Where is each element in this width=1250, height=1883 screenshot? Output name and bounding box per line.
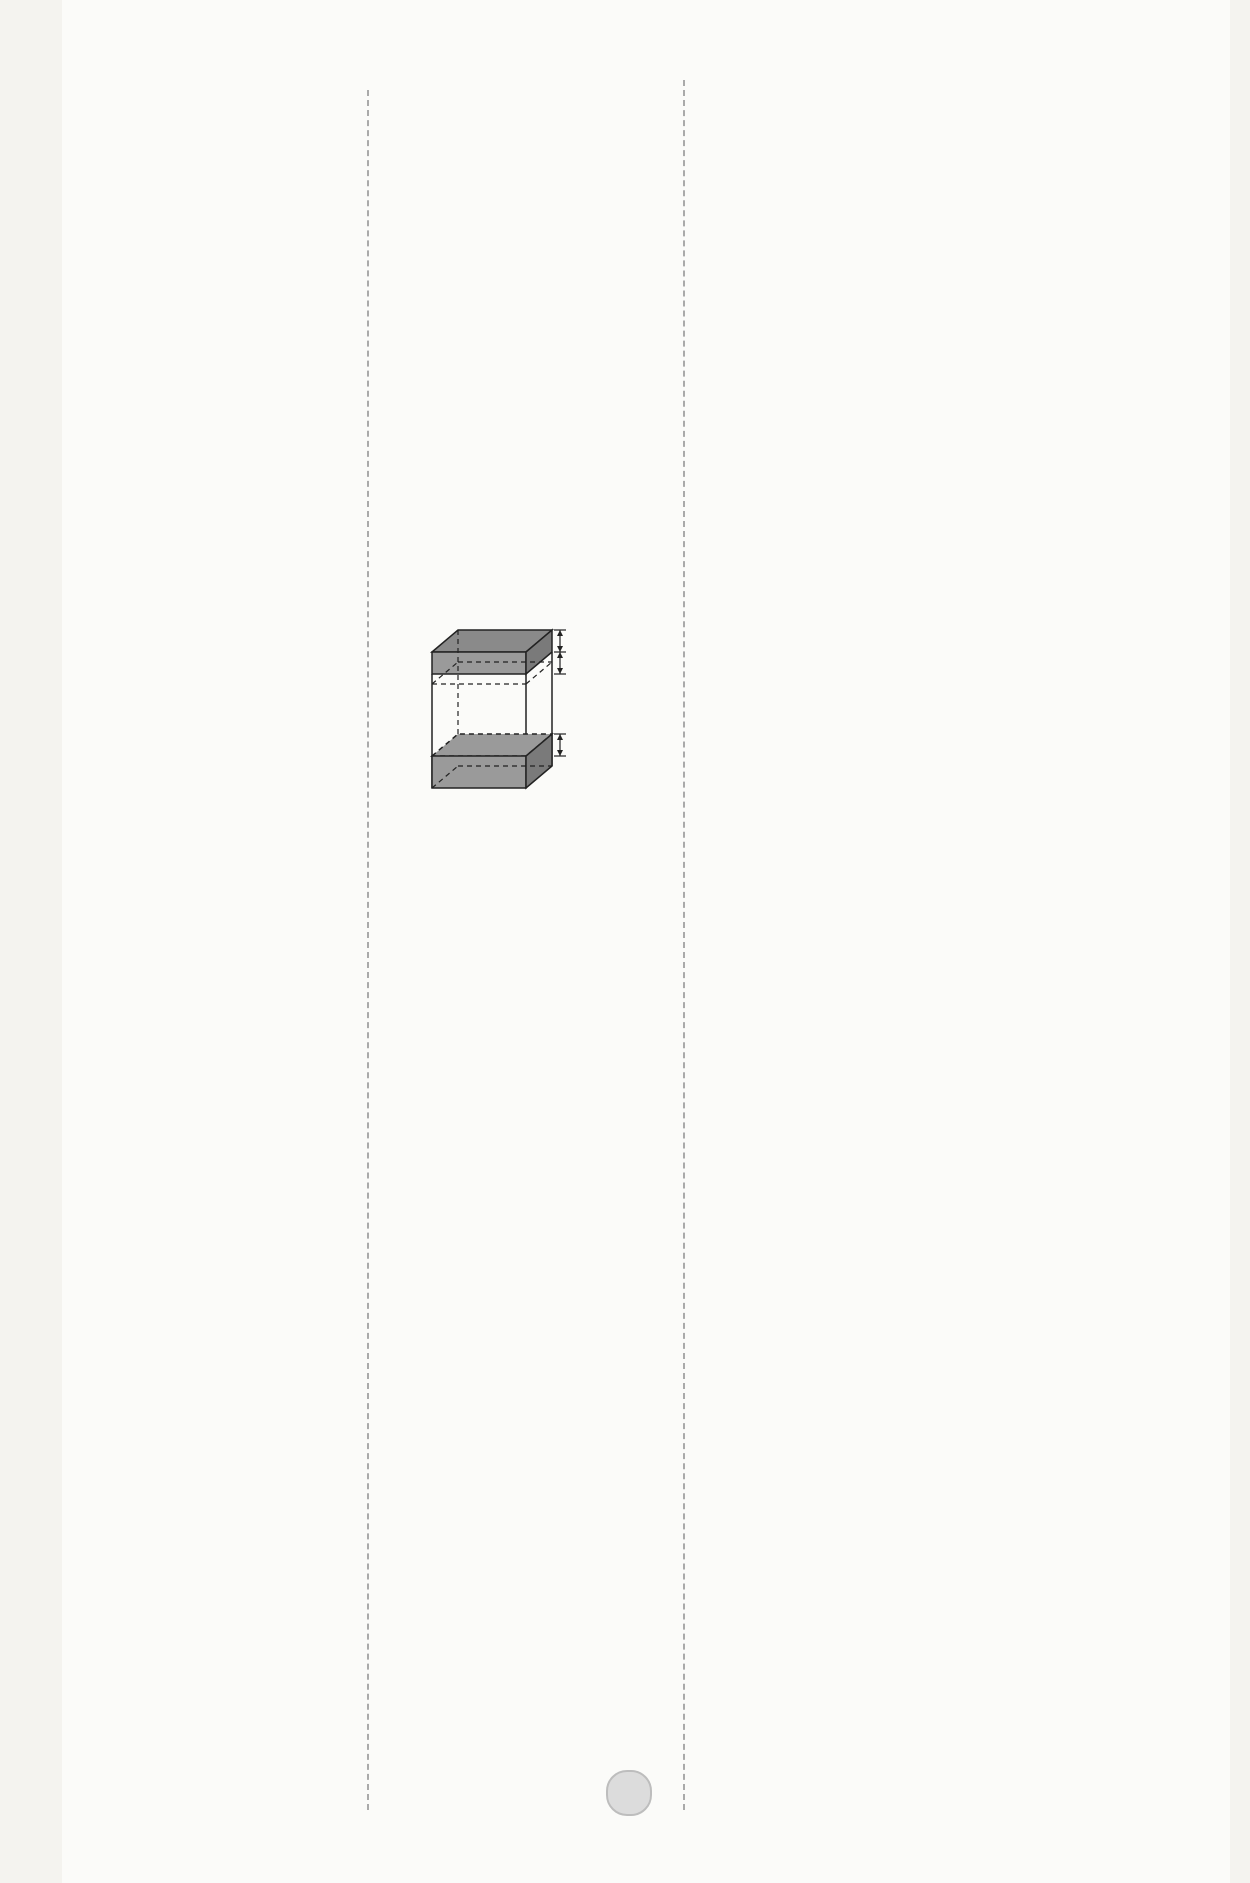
answer-row xyxy=(0,398,1250,446)
page-number xyxy=(606,1770,652,1816)
cuboid-figure xyxy=(420,620,670,820)
